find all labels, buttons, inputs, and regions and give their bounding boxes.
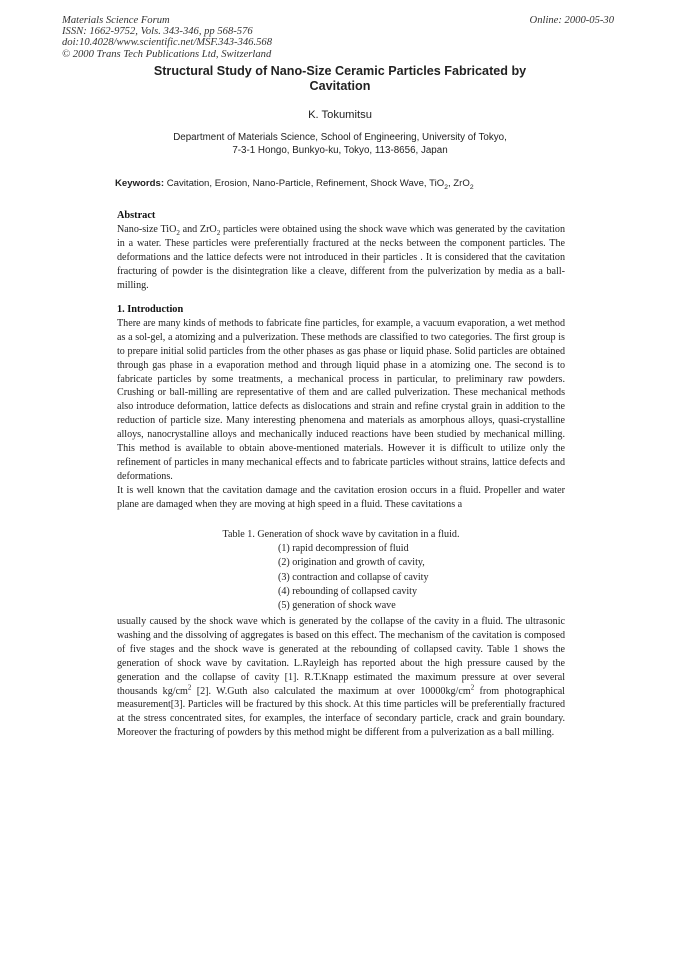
abstract-sub-1: 2 (176, 228, 180, 237)
keyword-zro2-sub: 2 (469, 183, 474, 191)
abstract-section (117, 209, 565, 292)
affiliation (80, 131, 600, 157)
keyword-zro2-base: ZrO (453, 178, 470, 189)
table-1-caption: Table 1. Generation of shock wave by cavitation in a fluid. (222, 529, 460, 540)
table-1-item: (4) rebounding of collapsed cavity (278, 585, 418, 597)
title-line-2: Cavitation (309, 78, 371, 93)
table-1-item: (1) rapid decompression of fluid (278, 543, 409, 555)
abstract-heading: Abstract (117, 210, 156, 221)
keyword-separator: , (447, 178, 454, 189)
author-name: K. Tokumitsu (308, 109, 372, 121)
continuation-section (117, 615, 565, 740)
table-1-item: (2) origination and growth of cavity, (278, 557, 425, 569)
keywords (115, 178, 595, 189)
keywords-text: Cavitation, Erosion, Nano-Particle, Refinement, Shock Wave, (166, 178, 427, 189)
affiliation-line-2: 7-3-1 Hongo, Bunkyo-ku, Tokyo, 113-8656, Japan (232, 145, 448, 156)
continuation-sup-2: 2 (470, 683, 475, 692)
continuation-text-c: from photographical measurement[3]. Particles will be fractured by this shock. At this time particles will be preferentially fractured at the stress concentrated sites, for examples, the interface of secondary particle, crack and grain boundary. Moreover the fracturing of powders by this method might be different from a pulverization as a ball milling. (117, 685, 565, 739)
affiliation-line-1: Department of Materials Science, School of Engineering, University of Tokyo, (173, 132, 507, 143)
continuation-text-a: usually caused by the shock wave which is generated by the collapse of the cavity in a fluid. The ultrasonic washing and the dissolving of aggregates is based on this effect. The mechanism of the cavitation is composed of five stages and the shock wave is generated at the rebounding of collapsed cavity. Table 1 shows the generation of shock wave by cavitation. L.Rayleigh has reported about the high pressure caused by the generation and the collapse of cavity [1]. R.T.Knapp estimated the maximum pressure at over several thousands kg/cm (117, 616, 565, 697)
continuation-sup-1: 2 (187, 683, 192, 692)
publication-info (62, 15, 272, 60)
abstract-text-e: particles were obtained using the shock wave which was generated by the cavitation in a water. These particles were preferentially fractured at the necks between the component particles. The deformations and the lattice defects were not introduced in their particles . It is considered that the cavitation fracturing of powder is the disintegration like a cleave, different from the pulverization by media as a ball-milling. (117, 223, 565, 291)
keywords-label: Keywords: (115, 178, 165, 189)
keyword-tio2 (429, 178, 448, 189)
table-1-item: (3) contraction and collapse of cavity (278, 571, 429, 583)
continuation-paragraph (117, 615, 565, 740)
keyword-tio2-base: TiO (429, 178, 445, 189)
abstract-text-a: Nano-size TiO (117, 223, 177, 235)
abstract-text-c: and ZrO (179, 223, 217, 235)
journal-name: Materials Science Forum (62, 15, 170, 26)
table-1-item: (5) generation of shock wave (278, 600, 396, 612)
introduction-paragraph-1: There are many kinds of methods to fabricate fine particles, for example, a vacuum evaporation, a wet method as a sol-gel, a atomizing and a pulverization. These methods are classified to two categories. The first group is to prepare initial solid particles from the other phases as gas phase or liquid phase. Solid particles are obtained through gas phase in a evaporation method and through liquid phase in a atomizing one. The second is to fabricate particles by some treatments, a mechanical process in particular, to preliminary raw powders. Crushing or ball-milling are representative of them and are called pulverization. These mechanical methods also introduce deformation, lattice defects as dislocations and strain and refine crystal grain in addition to the reduction of particle size. Many interesting phenomena and materials as amorphous alloys, quasi-crystalline alloys, nanocrystalline alloys and mechanically induced reactions have been studied by mechanical milling. This method is available to obtain above-mentioned materials. However it is difficult to utilize only the refinement of particles in many mechanical effects and to fabricate particles without strains, lattice defects and deformations. (117, 317, 565, 482)
keyword-tio2-sub: 2 (444, 183, 448, 191)
introduction-heading: 1. Introduction (117, 304, 184, 315)
paper-title (80, 64, 600, 93)
copyright-line: © 2000 Trans Tech Publications Ltd, Switzerland (62, 48, 272, 60)
abstract-paragraph (117, 223, 565, 293)
online-date: Online: 2000-05-30 (529, 15, 614, 26)
continuation-text-b: [2]. W.Guth also calculated the maximum at over 10000kg/cm (191, 685, 471, 697)
title-line-1: Structural Study of Nano-Size Ceramic Particles Fabricated by (153, 64, 527, 78)
keyword-zro2 (453, 178, 473, 189)
table-1-items (278, 542, 565, 613)
introduction-section (117, 303, 565, 512)
abstract-sub-2: 2 (216, 228, 221, 237)
table-1 (117, 528, 565, 613)
introduction-paragraph-2: It is well known that the cavitation damage and the cavitation erosion occurs in a fluid. Propeller and water plane are damaged when they are moving at high speed in a fluid. These cavitations a (117, 484, 565, 510)
issn-line: ISSN: 1662-9752, Vols. 343-346, pp 568-576 (62, 26, 253, 38)
doi-link[interactable]: doi:10.4028/www.scientific.net/MSF.343-346.568 (62, 37, 272, 49)
